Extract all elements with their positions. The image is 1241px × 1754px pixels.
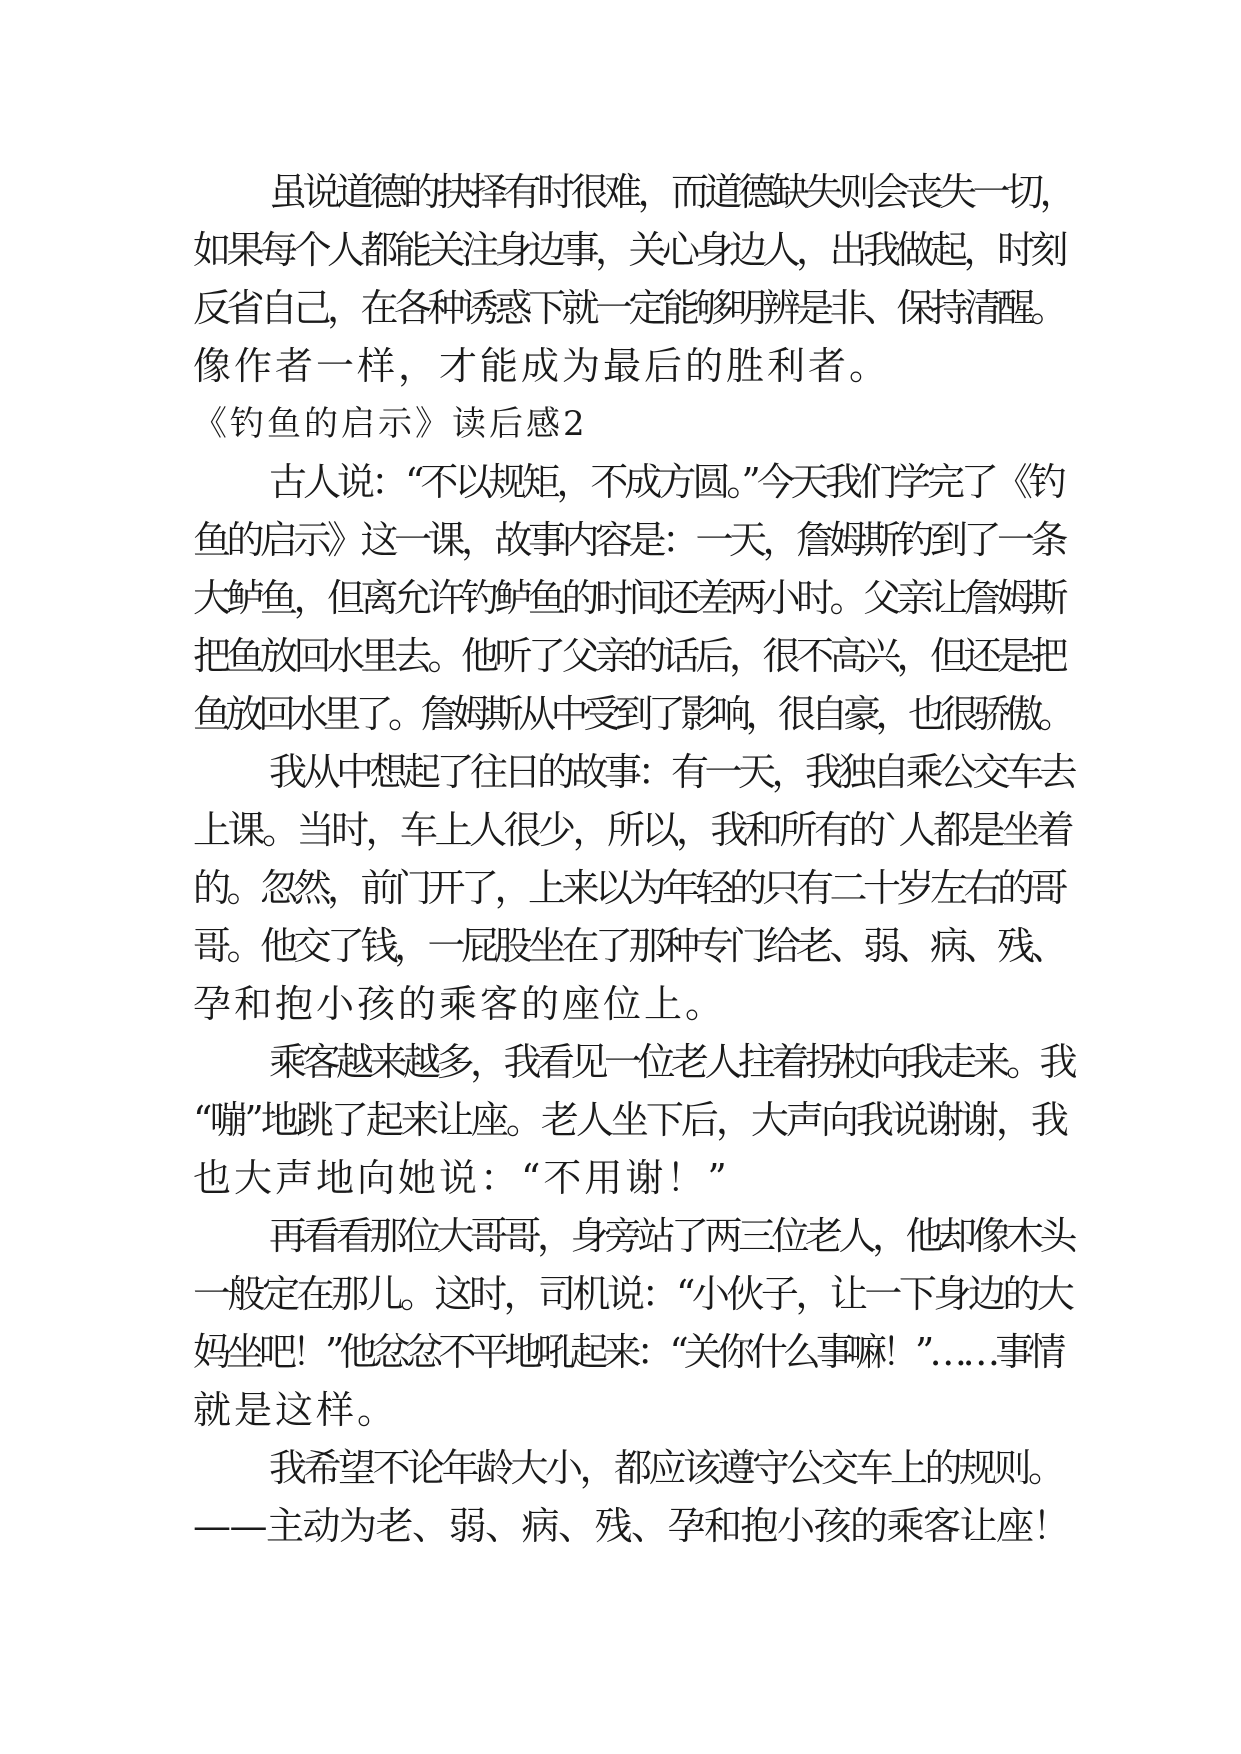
- paragraph-line: 像作者一样，才能成为最后的胜利者。: [193, 344, 891, 388]
- paragraph-line: ——主动为老、弱、病、残、孕和抱小孩的乘客让座！: [193, 1504, 1070, 1548]
- section-title: [193, 395, 1073, 453]
- paragraph-bus-memory: [193, 743, 1073, 1033]
- paragraph-conclusion: [193, 163, 1073, 395]
- paragraph-big-brother: [193, 1207, 1073, 1439]
- paragraph-line: 反省自己，在各种诱惑下就一定能够明辨是非、保持清醒。: [193, 286, 1065, 330]
- paragraph-line: 乘客越来越多，我看见一位老人拄着拐杖向我走来。我: [269, 1040, 1074, 1084]
- paragraph-line: 一般定在那儿。这时，司机说：“小伙子，让一下身边的大: [193, 1272, 1072, 1316]
- paragraph-give-seat: [193, 1033, 1073, 1207]
- paragraph-line: 鱼的启示》这一课，故事内容是：一天，詹姆斯钓到了一条: [193, 518, 1065, 562]
- paragraph-line: 如果每个人都能关注身边事，关心身边人，出我做起，时刻: [193, 228, 1065, 272]
- paragraph-line: 我从中想起了往日的故事：有一天，我独自乘公交车去: [269, 750, 1074, 794]
- paragraph-line: 妈坐吧！”他忿忿不平地吼起来：“关你什么事嘛！”……事情: [193, 1330, 1062, 1374]
- paragraph-line: 再看看那位大哥哥，身旁站了两三位老人，他却像木头: [269, 1214, 1074, 1258]
- paragraph-hope: [193, 1439, 1073, 1555]
- paragraph-line: 大鲈鱼，但离允许钓鲈鱼的时间还差两小时。父亲让詹姆斯: [193, 576, 1065, 620]
- paragraph-line: 古人说：“不以规矩，不成方圆。”今天我们学完了《钓: [269, 460, 1063, 504]
- paragraph-line: 的。忽然，前门开了，上来以为年轻的只有二十岁左右的哥: [193, 866, 1065, 910]
- paragraph-line: 也大声地向她说：“不用谢！”: [193, 1156, 730, 1200]
- paragraph-line: 就是这样。: [193, 1388, 399, 1432]
- paragraph-line: 把鱼放回水里去。他听了父亲的话后，很不高兴，但还是把: [193, 634, 1065, 678]
- paragraph-line: “嘣”地跳了起来让座。老人坐下后，大声向我说谢谢，我: [193, 1098, 1066, 1142]
- paragraph-story-intro: [193, 453, 1073, 743]
- document-body: [193, 163, 1073, 1555]
- paragraph-line: 上课。当时，车上人很少，所以，我和所有的`人都是坐着: [193, 808, 1072, 852]
- paragraph-line: 孕和抱小孩的乘客的座位上。: [193, 982, 727, 1026]
- paragraph-line: 哥。他交了钱，一屁股坐在了那种专门给老、弱、病、残、: [193, 924, 1065, 968]
- paragraph-line: 虽说道德的抉择有时很难，而道德缺失则会丧失一切，: [269, 170, 1074, 214]
- section-title-text: 《钓鱼的启示》读后感2: [193, 404, 588, 444]
- paragraph-line: 鱼放回水里了。詹姆斯从中受到了影响，很自豪，也很骄傲。: [193, 692, 1071, 736]
- paragraph-line: 我希望不论年龄大小，都应该遵守公交车上的规则。: [269, 1446, 1063, 1490]
